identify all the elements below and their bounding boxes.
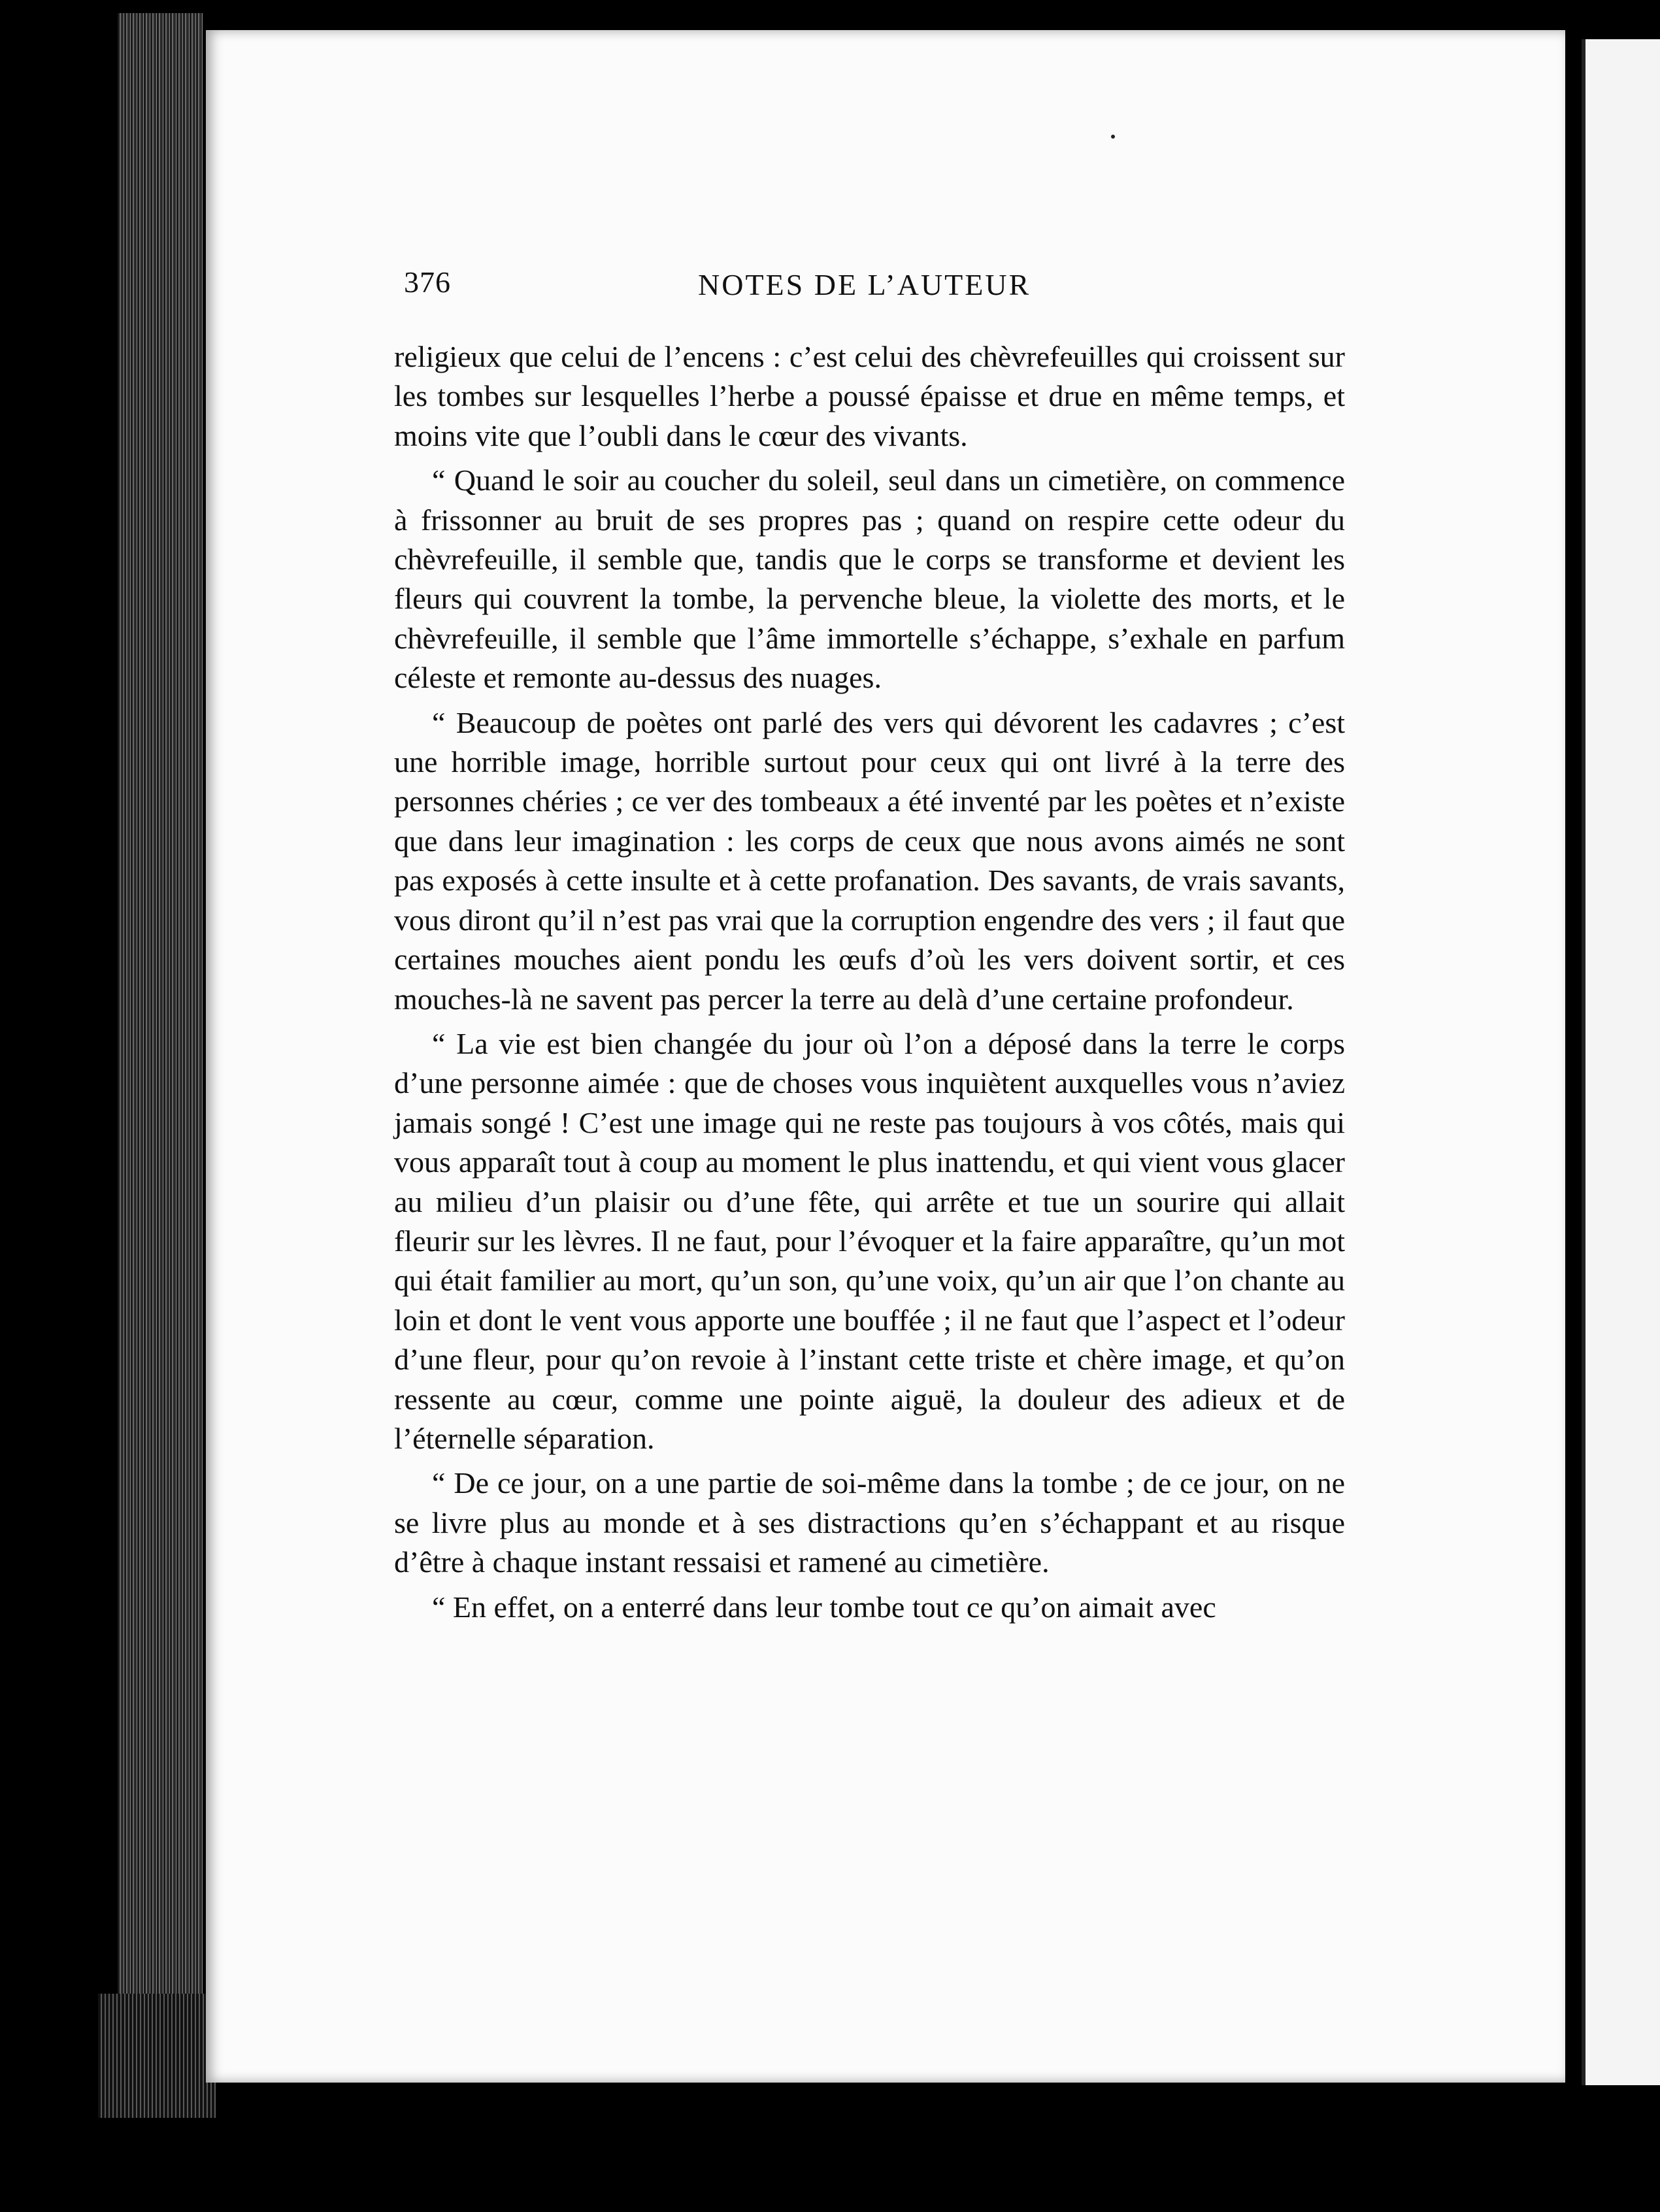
paragraph: “ Quand le soir au coucher du soleil, seul dans un cimetière, on commence à frissonner au bruit de ses propres pas ; quand on respire cette odeur du chèvrefeuille, il semble que, tandis que le corps se transforme et devient les fleurs qui couvrent la tombe, la pervenche bleue, la violette des morts, et le chèvrefeuille, il semble que l’âme immortelle s’échappe, s’exhale en parfum céleste et remonte au-dessus des nuages. xyxy=(394,463,1345,695)
paragraph: “ En effet, on a enterré dans leur tombe tout ce qu’on aimait avec xyxy=(432,1590,1216,1624)
paragraph: “ De ce jour, on a une partie de soi-même dans la tombe ; de ce jour, on ne se livre plus au monde et à ses distractions qu’en s’échappant et au risque d’être à chaque instant ressaisi et ramené au cimetière. xyxy=(394,1466,1345,1579)
page-header xyxy=(404,265,1345,317)
paragraph: “ La vie est bien changée du jour où l’on a déposé dans la terre le corps d’une personne aimée : que de choses vous inquiètent auxquelles vous n’aviez jamais songé ! C’est une image qui ne reste pas toujours à vos côtés, mais qui vous apparaît tout à coup au moment le plus inattendu, et qui vient vous glacer au milieu d’un plaisir ou d’une fête, qui arrête et tue un sourire qui allait fleurir sur les lèvres. Il ne faut, pour l’évoquer et la faire apparaître, qu’un mot qui était familier au mort, qu’un son, qu’une voix, qu’un air que l’on chante au loin et dont le vent vous apporte une bouffée ; il ne faut que l’aspect et l’odeur d’une fleur, pour qu’on revoie à l’instant cette triste et chère image, et qu’on ressente au cœur, comme une pointe aiguë, la douleur des adieux et de l’éternelle séparation. xyxy=(394,1026,1345,1455)
running-title: NOTES DE L’AUTEUR xyxy=(698,268,1031,301)
scan-speck xyxy=(1111,135,1115,139)
book-page-edges-bottom xyxy=(98,1994,216,2118)
body-text xyxy=(394,337,1345,1627)
paragraph: religieux que celui de l’encens : c’est celui des chèvrefeuilles qui croissent sur les tombes sur lesquelles l’herbe a poussé épaisse et drue en même temps, et moins vite que l’oubli dans le cœur des vivants. xyxy=(394,340,1345,452)
facing-page xyxy=(1582,39,1660,2085)
book-page-edges xyxy=(118,13,203,2072)
page-number: 376 xyxy=(404,265,451,299)
paragraph: “ Beaucoup de poètes ont parlé des vers qui dévorent les cadavres ; c’est une horrible image, horrible surtout pour ceux qui ont livré à la terre des personnes chéries ; ce ver des tombeaux a été inventé par les poètes et n’existe que dans leur imagination : les corps de ceux que nous avons aimés ne sont pas exposés à cette insulte et à cette profanation. Des savants, de vrais savants, vous diront qu’il n’est pas vrai que la corruption engendre des vers ; il faut que certaines mouches aient pondu les œufs d’où les vers doivent sortir, et ces mouches-là ne savent pas percer la terre au delà d’une certaine profondeur. xyxy=(394,705,1345,1016)
